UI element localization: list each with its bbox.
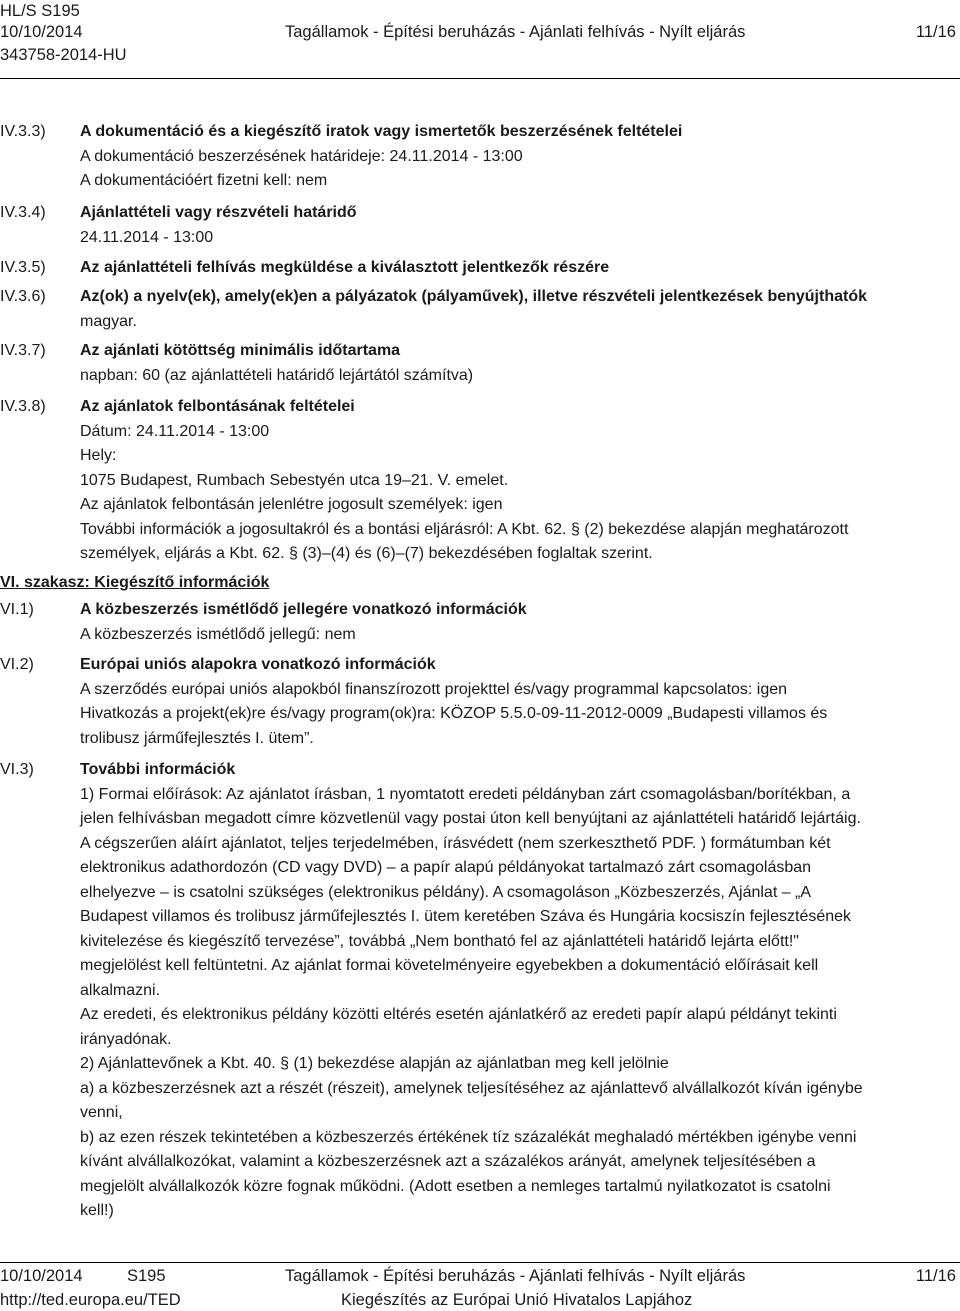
section-text: 1) Formai előírások: Az ajánlatot írásban, 1 nyomtatott eredeti példányban zárt csomagolásban/borítékban, a: [80, 785, 851, 803]
section-title: Az ajánlati kötöttség minimális időtartama: [80, 342, 401, 359]
footer-page-number: 11/16: [915, 1267, 956, 1285]
section-text: Hely:: [80, 447, 117, 464]
section-text: b) az ezen részek tekintetében a közbeszerzés értékének tíz százalékát meghaladó mértékben igénybe venni: [80, 1128, 857, 1146]
section-code: VI.2): [0, 656, 34, 673]
section-text: Az ajánlatok felbontásán jelenlétre jogosult személyek: igen: [80, 496, 503, 513]
footer-publisher: Kiegészítés az Európai Unió Hivatalos Lapjához: [341, 1291, 693, 1309]
header-divider: [0, 78, 960, 79]
footer-date: 10/10/2014: [0, 1267, 83, 1285]
section-title: A dokumentáció és a kiegészítő iratok vagy ismertetők beszerzésének feltételei: [80, 123, 683, 140]
section-code: IV.3.7): [0, 342, 46, 359]
section-title: Európai uniós alapokra vonatkozó információk: [80, 656, 436, 673]
section-text: Az eredeti, és elektronikus példány közötti eltérés esetén ajánlatkérő az eredeti papír alapú példányt tekinti: [80, 1006, 837, 1023]
section-text: A dokumentációért fizetni kell: nem: [80, 172, 328, 189]
section-text: A közbeszerzés ismétlődő jellegű: nem: [80, 625, 356, 643]
section-title: A közbeszerzés ismétlődő jellegére vonatkozó információk: [80, 601, 527, 618]
section-text: megjelölést kell feltüntetni. Az ajánlat formai követelményeire egyebekben a dokumentáció előírásait kell: [80, 957, 819, 974]
header-date: 10/10/2014: [0, 23, 83, 41]
section-code: VI.3): [0, 761, 34, 778]
section-text: elektronikus adathordozón (CD vagy DVD) – a papír alapú példányokat tartalmazó zárt csomagolásban: [80, 859, 812, 876]
footer-issue: S195: [127, 1267, 166, 1285]
section-code: IV.3.6): [0, 288, 46, 305]
section-code: IV.3.8): [0, 398, 46, 415]
section-text: a) a közbeszerzésnek azt a részét (részeit), amelynek teljesítéséhez az ajánlattevő alvállalkozót kíván igénybe: [80, 1079, 863, 1097]
section-title: Ajánlattételi vagy részvételi határidő: [80, 204, 357, 221]
section-text: kívánt alvállalkozókat, valamint a közbeszerzésnek azt a százalékos arányát, amelynek teljesítésében a: [80, 1153, 816, 1170]
section-code: VI.1): [0, 601, 34, 618]
document-id: 343758-2014-HU: [0, 46, 127, 64]
section-text: jelen felhívásban megadott címre közvetlenül vagy postai úton kell benyújtani az ajánlattételi határidő lejártáig.: [80, 810, 861, 827]
section-text: 2) Ajánlattevőnek a Kbt. 40. § (1) bekezdése alapján az ajánlatban meg kell jelölnie: [80, 1055, 669, 1072]
section-code: IV.3.5): [0, 259, 46, 276]
section-text: trolibusz járműfejlesztés I. ütem”.: [80, 729, 314, 747]
section-text: alkalmazni.: [80, 981, 161, 999]
footer-url-link[interactable]: http://ted.europa.eu/TED: [0, 1291, 181, 1309]
section-text: elhelyezve – is csatolni szükséges (elektronikus példány). A csomagoláson „Közbeszerzés, Ajánlat – „A: [80, 883, 812, 901]
header-page-number: 11/16: [915, 23, 956, 41]
section-text: venni,: [80, 1104, 123, 1121]
section-text: A cégszerűen aláírt ajánlatot, teljes terjedelmében, írásvédett (nem szerkeszthető PDF. ) formátumban két: [80, 834, 831, 852]
section-text: irányadónak.: [80, 1030, 172, 1048]
section-text: magyar.: [80, 312, 137, 330]
section-text: kell!): [80, 1202, 114, 1219]
footer-title: Tagállamok - Építési beruházás - Ajánlati felhívás - Nyílt eljárás: [285, 1267, 746, 1285]
part-title: VI. szakasz: Kiegészítő információk: [0, 574, 270, 591]
section-text: megjelölt alvállalkozók közre fognak működni. (Adott esetben a nemleges tartalmú nyilatkozatot is csatolni: [80, 1177, 831, 1195]
section-title: Az ajánlatok felbontásának feltételei: [80, 398, 355, 415]
section-title: További információk: [80, 761, 236, 778]
section-text: További információk a jogosultakról és a bontási eljárásról: A Kbt. 62. § (2) bekezdése alapján meghatározott: [80, 520, 849, 538]
section-title: Az(ok) a nyelv(ek), amely(ek)en a pályázatok (pályaművek), illetve részvételi jelentkezések benyújthatók: [80, 288, 867, 305]
section-title: Az ajánlattételi felhívás megküldése a kiválasztott jelentkezők részére: [80, 259, 610, 276]
section-code: IV.3.3): [0, 123, 46, 140]
section-code: IV.3.4): [0, 204, 46, 221]
section-text: Budapest villamos és trolibusz járműfejlesztés I. ütem keretében Száva és Hungária kocsiszín fejlesztésének: [80, 908, 852, 925]
page-footer: [0, 1263, 960, 1311]
journal-id: HL/S S195: [0, 2, 80, 20]
section-text: kivitelezése és kiegészítő tervezése”, továbbá „Nem bontható fel az ajánlattételi határidő lejárta előtt!": [80, 932, 799, 950]
page-header: [0, 0, 960, 72]
section-text: Hivatkozás a projekt(ek)re és/vagy program(ok)ra: KÖZOP 5.5.0-09-11-2012-0009 „Budapesti villamos és: [80, 705, 828, 722]
section-text: A szerződés európai uniós alapokból finanszírozott projekttel és/vagy programmal kapcsolatos: igen: [80, 680, 788, 698]
section-text: A dokumentáció beszerzésének határideje: 24.11.2014 - 13:00: [80, 147, 523, 165]
section-text: Dátum: 24.11.2014 - 13:00: [80, 422, 270, 440]
section-text: napban: 60 (az ajánlattételi határidő lejártától számítva): [80, 366, 474, 384]
section-text: 24.11.2014 - 13:00: [80, 228, 214, 246]
section-text: személyek, eljárás a Kbt. 62. § (3)–(4) és (6)–(7) bekezdésében foglaltak szerint.: [80, 545, 653, 562]
section-text: 1075 Budapest, Rumbach Sebestyén utca 19–21. V. emelet.: [80, 471, 509, 489]
header-title: Tagállamok - Építési beruházás - Ajánlati felhívás - Nyílt eljárás: [285, 23, 746, 41]
